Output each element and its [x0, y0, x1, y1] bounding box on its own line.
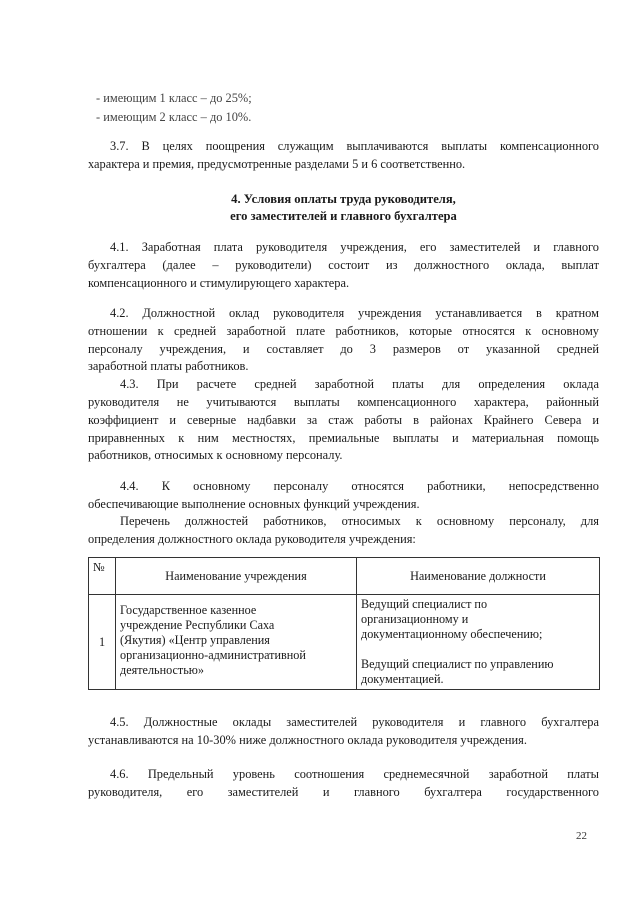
- paragraph-list-intro-line: определения должностного оклада руководителя учреждения:: [88, 532, 416, 546]
- paragraph-4-3-line: коэффициент и северные надбавки за стаж работы в районах Крайнего Севера и: [88, 413, 599, 427]
- paragraph-4-1-line: 4.1. Заработная плата руководителя учреждения, его заместителей и главного: [110, 240, 599, 254]
- position-line: документационному обеспечению;: [361, 627, 543, 641]
- paragraph-4-3-line: приравненных к ним местностях, премиальные выплаты и материальная помощь: [88, 431, 599, 445]
- page-number: 22: [576, 830, 587, 842]
- position-line: документацией.: [361, 672, 444, 686]
- paragraph-4-5-line: устанавливаются на 10-30% ниже должностного оклада руководителя учреждения.: [88, 733, 527, 747]
- institution-line: деятельностью»: [120, 663, 205, 677]
- paragraph-4-3-line: руководителя не учитываются выплаты компенсационного характера, районный: [88, 395, 599, 409]
- position-line: Ведущий специалист по: [361, 597, 488, 611]
- bullet-item: - имеющим 2 класс – до 10%.: [96, 110, 252, 124]
- paragraph-4-2-line: персоналу учреждения, и составляет до 3 размеров от указанной средней: [88, 342, 599, 356]
- institution-line: организационно-административной: [120, 648, 306, 662]
- institution-line: учреждение Республики Саха: [120, 618, 275, 632]
- paragraph-3-7-line: 3.7. В целях поощрения служащим выплачиваются выплаты компенсационного: [110, 139, 599, 153]
- paragraph-4-3-line: 4.3. При расчете средней заработной платы для определения оклада: [120, 377, 599, 391]
- bullet-item: - имеющим 1 класс – до 25%;: [96, 91, 252, 105]
- paragraph-4-2-line: отношении к средней заработной плате работников, которые относятся к основному: [88, 324, 599, 338]
- section-heading: 4. Условия оплаты труда руководителя,: [231, 192, 456, 206]
- header-institution: Наименование учреждения: [116, 558, 357, 595]
- institution-line: (Якутия) «Центр управления: [120, 633, 270, 647]
- paragraph-4-4-line: 4.4. К основному персоналу относятся работники, непосредственно: [120, 479, 599, 493]
- institution-line: Государственное казенное: [120, 603, 257, 617]
- institution-cell: [116, 595, 357, 690]
- paragraph-4-2-line: заработной платы работников.: [88, 359, 249, 373]
- paragraph-4-2-line: 4.2. Должностной оклад руководителя учреждения устанавливается в кратном: [110, 306, 599, 320]
- position-line: Ведущий специалист по управлению: [361, 657, 554, 671]
- paragraph-4-1-line: компенсационного и стимулирующего характера.: [88, 276, 350, 290]
- row-num: 1: [89, 595, 116, 690]
- table-row: [89, 595, 600, 690]
- paragraph-4-3-line: работников, относимых к основному персоналу.: [88, 448, 343, 462]
- paragraph-4-6-line: руководителя, его заместителей и главного бухгалтера государственного: [88, 785, 599, 799]
- paragraph-list-intro-line: Перечень должностей работников, относимых к основному персоналу, для: [120, 514, 599, 528]
- paragraph-4-5-line: 4.5. Должностные оклады заместителей руководителя и главного бухгалтера: [110, 715, 599, 729]
- paragraph-4-4-line: обеспечивающие выполнение основных функций учреждения.: [88, 497, 420, 511]
- paragraph-4-6-line: 4.6. Предельный уровень соотношения среднемесячной заработной платы: [110, 767, 599, 781]
- position-cell: [357, 595, 600, 690]
- position-line: организационному и: [361, 612, 469, 626]
- header-position: Наименование должности: [357, 558, 600, 595]
- section-heading: его заместителей и главного бухгалтера: [230, 209, 457, 223]
- header-num: №: [89, 558, 116, 595]
- paragraph-3-7-line: характера и премия, предусмотренные разделами 5 и 6 соответственно.: [88, 157, 466, 171]
- positions-table: [88, 557, 600, 690]
- paragraph-4-1-line: бухгалтера (далее – руководители) состоит из должностного оклада, выплат: [88, 258, 599, 272]
- table-header-row: [89, 558, 600, 595]
